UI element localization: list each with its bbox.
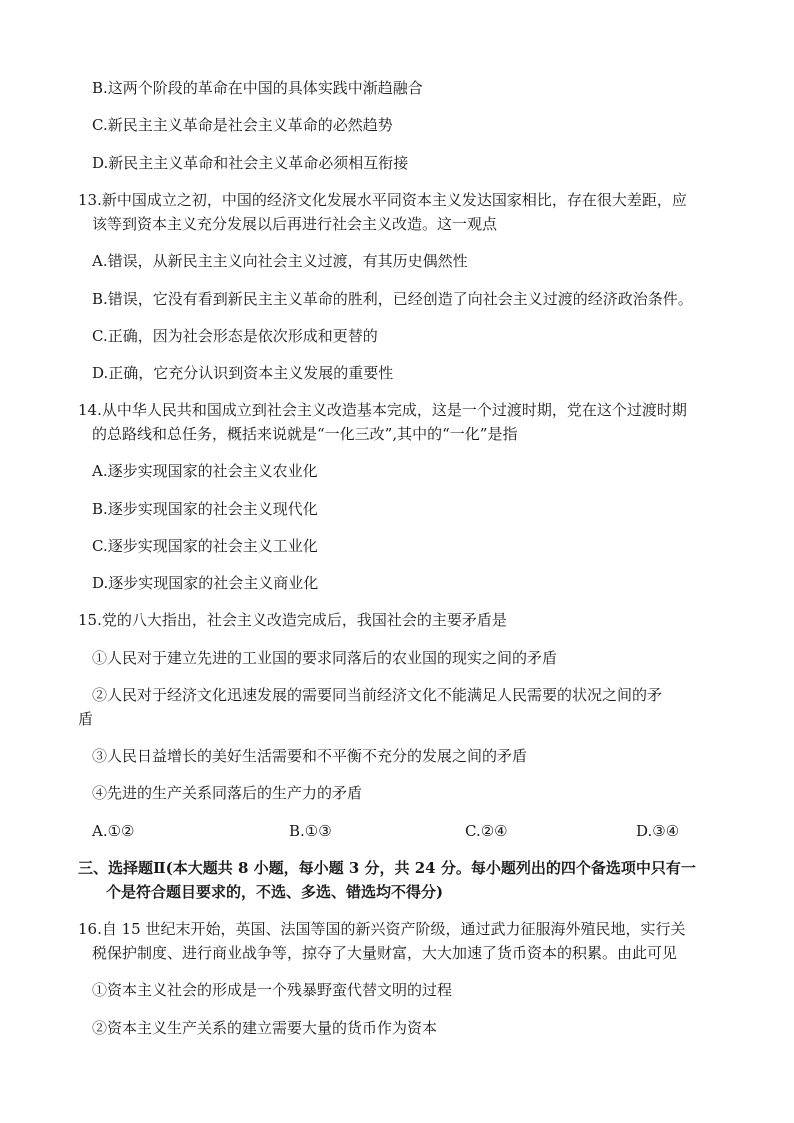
q12-option-c: C.新民主主义革命是社会主义革命的必然趋势 <box>92 116 393 134</box>
q14-option-b: B.逐步实现国家的社会主义现代化 <box>92 500 318 518</box>
q15-item-2-line1: ②人民对于经济文化迅速发展的需要同当前经济文化不能满足人民需要的状况之间的矛 <box>92 686 663 704</box>
q16-item-1: ①资本主义社会的形成是一个残暴野蛮代替文明的过程 <box>92 981 453 999</box>
q14-stem-line2: 的总路线和总任务，概括来说就是“一化三改”,其中的“一化”是指 <box>92 425 518 443</box>
q15-option-d: D.③④ <box>636 822 680 840</box>
q15-item-2-line2: 盾 <box>78 710 94 728</box>
q12-option-b: B.这两个阶段的革命在中国的具体实践中渐趋融合 <box>92 79 423 97</box>
q13-option-c: C.正确，因为社会形态是依次形成和更替的 <box>92 327 378 345</box>
section3-heading-line1: 三、选择题Ⅱ(本大题共 8 小题，每小题 3 分，共 24 分。每小题列出的四个备选项中只有一 <box>78 859 696 877</box>
q15-option-b: B.①③ <box>289 822 332 840</box>
q15-stem: 15.党的八大指出，社会主义改造完成后，我国社会的主要矛盾是 <box>78 611 507 629</box>
q14-option-d: D.逐步实现国家的社会主义商业化 <box>92 574 319 592</box>
q12-option-d: D.新民主主义革命和社会主义革命必须相互衔接 <box>92 154 409 172</box>
q13-option-a: A.错误，从新民主主义向社会主义过渡，有其历史偶然性 <box>92 252 468 270</box>
q16-item-2: ②资本主义生产关系的建立需要大量的货币作为资本 <box>92 1019 438 1037</box>
q15-item-1: ①人民对于建立先进的工业国的要求同落后的农业国的现实之间的矛盾 <box>92 649 558 667</box>
q15-option-a: A.①② <box>92 822 135 840</box>
q15-option-c: C.②④ <box>465 822 508 840</box>
q16-stem-line1: 16.自 15 世纪末开始，英国、法国等国的新兴资产阶级，通过武力征服海外殖民地，实行关 <box>78 920 686 938</box>
q13-stem-line2: 该等到资本主义充分发展以后再进行社会主义改造。这一观点 <box>92 215 498 233</box>
q14-option-c: C.逐步实现国家的社会主义工业化 <box>92 537 318 555</box>
q13-option-d: D.正确，它充分认识到资本主义发展的重要性 <box>92 364 394 382</box>
q14-stem-line1: 14.从中华人民共和国成立到社会主义改造基本完成，这是一个过渡时期，党在这个过渡时期 <box>78 401 687 419</box>
q15-item-4: ④先进的生产关系同落后的生产力的矛盾 <box>92 784 363 802</box>
q13-stem-line1: 13.新中国成立之初，中国的经济文化发展水平同资本主义发达国家相比，存在很大差距，应 <box>78 191 687 209</box>
section3-heading-line2: 个是符合题目要求的，不选、多选、错选均不得分) <box>106 883 444 901</box>
q13-option-b: B.错误，它没有看到新民主主义革命的胜利，已经创造了向社会主义过渡的经济政治条件。 <box>92 290 693 308</box>
q15-item-3: ③人民日益增长的美好生活需要和不平衡不充分的发展之间的矛盾 <box>92 747 528 765</box>
q14-option-a: A.逐步实现国家的社会主义农业化 <box>92 462 318 480</box>
q16-stem-line2: 税保护制度、进行商业战争等，掠夺了大量财富，大大加速了货币资本的积累。由此可见 <box>92 944 678 962</box>
